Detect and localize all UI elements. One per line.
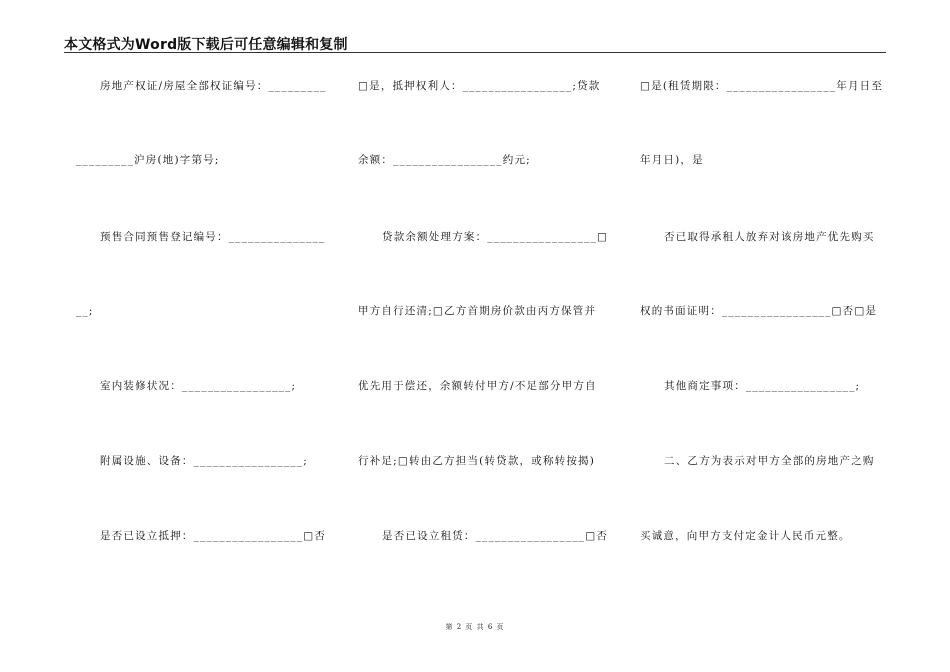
text-line: 优先用于偿还，余额转付甲方/不足部分甲方自	[358, 380, 597, 392]
text-line: 其他商定事项：_________________;	[664, 380, 861, 392]
text-line: 否已取得承租人放弃对该房地产优先购买	[664, 231, 875, 243]
text-line: 贷款余额处理方案：_________________□	[382, 231, 609, 243]
text-line: □是，抵押权利人：_________________;贷款	[358, 80, 601, 92]
text-line: 室内装修状况：_________________;	[100, 380, 297, 392]
text-column-1	[76, 72, 327, 572]
text-line: 余额：_________________约元;	[358, 154, 531, 166]
page-number: 第 2 页 共 6 页	[445, 623, 505, 631]
text-line: 买诚意，向甲方支付定金计人民币元整。	[640, 530, 851, 542]
text-line: 预售合同预售登记编号：_______________	[100, 231, 326, 243]
text-line: __;	[76, 305, 94, 317]
text-line: 是否已设立租赁：_________________□否	[382, 530, 609, 542]
text-line: 房地产权证/房屋全部权证编号：_________	[100, 80, 327, 92]
text-line: □是(租赁期限：_________________年月日至	[640, 80, 884, 92]
text-line: _________沪房(地)字第号;	[76, 154, 220, 166]
text-line: 年月日)，是	[640, 154, 704, 166]
text-line: 是否已设立抵押：_________________□否	[100, 530, 327, 542]
text-column-2	[358, 72, 609, 572]
text-line: 行补足;□转由乙方担当(转贷款，或称转按揭)	[358, 455, 596, 467]
header-rule	[64, 52, 886, 53]
text-line: 附属设施、设备：_________________;	[100, 455, 308, 467]
text-column-3	[640, 72, 884, 572]
text-line: 二、乙方为表示对甲方全部的房地产之购	[664, 455, 875, 467]
document-header: 本文格式为Word版下载后可任意编辑和复制	[64, 37, 348, 53]
text-line: 权的书面证明：_________________□否□是	[640, 305, 878, 317]
text-line: 甲方自行还清;□乙方首期房价款由丙方保管并	[358, 305, 597, 317]
